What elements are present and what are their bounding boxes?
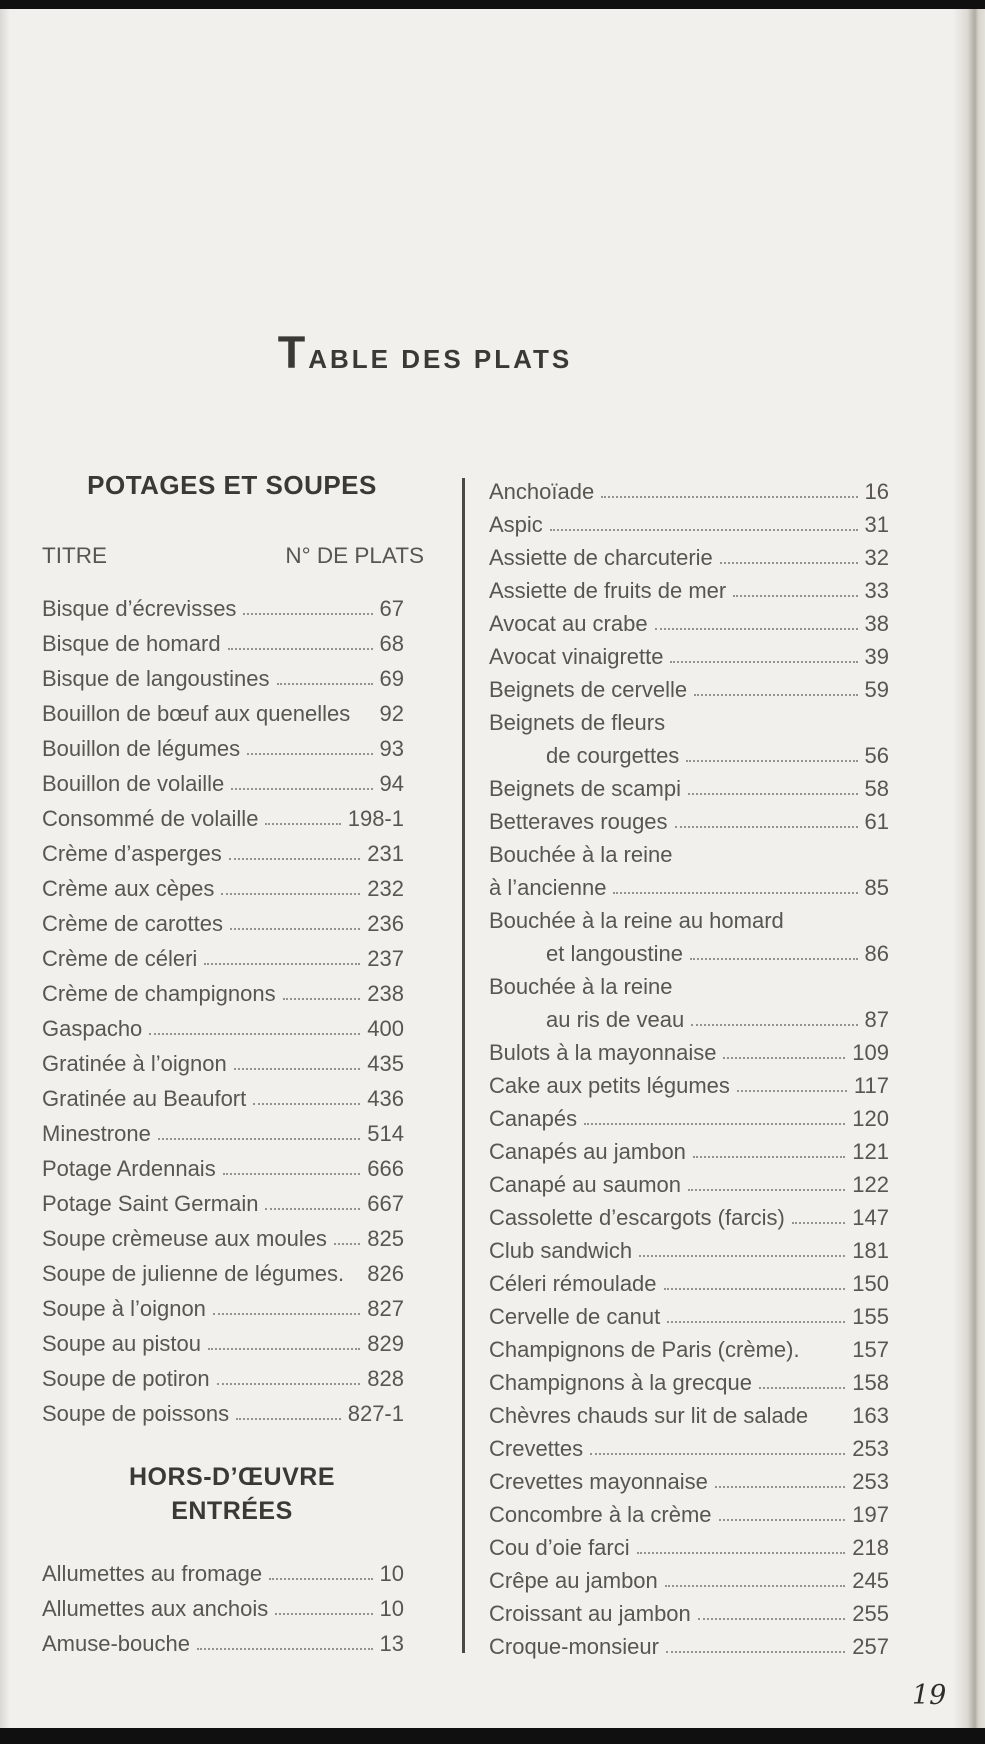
- toc-entry-label: Cassolette d’escargots (farcis): [489, 1204, 785, 1230]
- toc-entry-page-number: 67: [379, 595, 404, 621]
- toc-list-right-column: [489, 470, 907, 1658]
- toc-entry-label: Cervelle de canut: [489, 1303, 661, 1329]
- dot-leader: [655, 628, 858, 630]
- dot-leader: [228, 648, 373, 650]
- dot-leader: [277, 683, 373, 685]
- toc-entry-page-number: 109: [852, 1039, 889, 1065]
- dot-leader: [221, 893, 360, 895]
- toc-entry: [489, 1526, 907, 1559]
- toc-entry: [489, 1295, 907, 1328]
- toc-entry: [42, 1180, 422, 1215]
- toc-entry-page-number: 198-1: [347, 805, 404, 831]
- toc-entry-label: et langoustine: [546, 940, 683, 966]
- toc-entry: [489, 1427, 907, 1460]
- toc-entry-page-number: 56: [864, 742, 889, 768]
- toc-entry-label: Soupe au pistou: [42, 1330, 202, 1356]
- toc-entry: [489, 866, 907, 899]
- toc-entry-page-number: 253: [852, 1435, 889, 1461]
- column-divider: [462, 478, 465, 1653]
- toc-entry-page-number: 16: [864, 478, 889, 504]
- toc-entry-label: Allumettes aux anchois: [42, 1595, 269, 1621]
- toc-entry-page-number: 825: [367, 1225, 404, 1251]
- toc-entry-page-number: 68: [379, 630, 404, 656]
- toc-entry-label: Consommé de volaille: [42, 805, 259, 831]
- toc-entry-label: Concombre à la crème: [489, 1501, 712, 1527]
- dot-leader: [236, 1418, 341, 1420]
- dot-leader: [733, 595, 857, 597]
- dot-leader: [693, 1156, 845, 1158]
- dot-leader: [149, 1033, 360, 1035]
- toc-entry: [42, 690, 422, 725]
- dot-leader: [691, 1024, 857, 1026]
- toc-entry-page-number: 94: [379, 770, 404, 796]
- toc-entry-page-number: 58: [864, 775, 889, 801]
- toc-entry-page-number: 31: [864, 511, 889, 537]
- toc-entry-label: Crème aux cèpes: [42, 875, 215, 901]
- column-headers: [42, 543, 424, 569]
- dot-leader: [666, 1651, 845, 1653]
- toc-entry-page-number: 666: [367, 1155, 404, 1181]
- dot-leader: [690, 958, 858, 960]
- toc-entry-page-number: 158: [852, 1369, 889, 1395]
- toc-entry-page-number: 253: [852, 1468, 889, 1494]
- toc-entry-label: Gaspacho: [42, 1015, 143, 1041]
- toc-entry: [489, 1394, 907, 1427]
- page-title: [0, 327, 850, 378]
- dot-leader: [265, 1208, 360, 1210]
- toc-entry-label: Canapé au saumon: [489, 1171, 682, 1197]
- section-title-line1: HORS-D’ŒUVRE: [128, 1463, 335, 1491]
- toc-entry-label: Club sandwich: [489, 1237, 633, 1263]
- dot-leader: [698, 1618, 846, 1620]
- dot-leader: [667, 1321, 845, 1323]
- toc-entry-label: Canapés au jambon: [489, 1138, 686, 1164]
- toc-entry: [489, 932, 907, 965]
- toc-entry-label: Avocat vinaigrette: [489, 643, 664, 669]
- toc-entry: [42, 1005, 422, 1040]
- dot-leader: [719, 1519, 846, 1521]
- toc-entry-page-number: 117: [853, 1072, 889, 1098]
- toc-entry-label: de courgettes: [546, 742, 680, 768]
- toc-entry-page-number: 39: [864, 643, 889, 669]
- toc-entry: [489, 602, 907, 635]
- section-title-potages: POTAGES ET SOUPES: [87, 470, 377, 500]
- toc-entry: [42, 1215, 422, 1250]
- toc-entry: [42, 1285, 422, 1320]
- dot-leader: [613, 892, 857, 894]
- dot-leader: [265, 823, 340, 825]
- toc-entry-page-number: 231: [367, 840, 404, 866]
- toc-entry-page-number: 85: [864, 874, 889, 900]
- toc-entry-label: à l’ancienne: [489, 874, 607, 900]
- toc-entry-page-number: 87: [864, 1006, 889, 1032]
- toc-entry-label: Soupe à l’oignon: [42, 1295, 206, 1321]
- toc-entry-page-number: 155: [852, 1303, 889, 1329]
- toc-entry: [42, 935, 422, 970]
- toc-entry-page-number: 828: [367, 1365, 404, 1391]
- toc-entry-label: Crêpe au jambon: [489, 1567, 658, 1593]
- toc-entry-page-number: 197: [852, 1501, 889, 1527]
- toc-entry-page-number: 257: [852, 1633, 889, 1659]
- section-title-line2: ENTRÉES: [171, 1497, 293, 1525]
- toc-entry-label: Champignons de Paris (crème).: [489, 1336, 800, 1362]
- toc-entry-label: Potage Ardennais: [42, 1155, 216, 1181]
- page-left-edge-shadow: [0, 0, 10, 1744]
- toc-entry-page-number: 400: [367, 1015, 404, 1041]
- toc-entry: [42, 1040, 422, 1075]
- dot-leader: [269, 1578, 372, 1580]
- toc-entry: [489, 1559, 907, 1592]
- dot-leader: [720, 562, 858, 564]
- page-title-rest: ABLE DES PLATS: [308, 344, 573, 374]
- dot-leader: [217, 1383, 361, 1385]
- dot-leader: [686, 760, 857, 762]
- toc-entry: [489, 1328, 907, 1361]
- toc-entry-page-number: 667: [367, 1190, 404, 1216]
- toc-entry-label: Croque-monsieur: [489, 1633, 659, 1659]
- toc-entry-label: Crevettes: [489, 1435, 584, 1461]
- toc-entry: [489, 899, 907, 932]
- dot-leader: [675, 826, 858, 828]
- toc-entry-label: Croissant au jambon: [489, 1600, 691, 1626]
- toc-entry: [489, 1064, 907, 1097]
- toc-entry-page-number: 829: [367, 1330, 404, 1356]
- toc-entry: [489, 1625, 907, 1658]
- toc-entry-label: Bulots à la mayonnaise: [489, 1039, 717, 1065]
- page-right-edge-shadow: [953, 0, 985, 1744]
- toc-entry: [489, 734, 907, 767]
- toc-entry: [489, 1493, 907, 1526]
- toc-entry-page-number: 121: [852, 1138, 889, 1164]
- toc-entry-label: Beignets de fleurs: [489, 709, 666, 735]
- toc-entry: [489, 1361, 907, 1394]
- toc-entry-label: Céleri rémoulade: [489, 1270, 657, 1296]
- toc-entry: [42, 900, 422, 935]
- toc-entry-label: Crevettes mayonnaise: [489, 1468, 708, 1494]
- toc-entry-label: Allumettes au fromage: [42, 1560, 263, 1586]
- toc-entry-label: Soupe de potiron: [42, 1365, 210, 1391]
- toc-entry-label: Assiette de charcuterie: [489, 544, 713, 570]
- toc-entry-page-number: 32: [864, 544, 889, 570]
- toc-entry-page-number: 827-1: [347, 1400, 404, 1426]
- toc-entry-label: Crème d’asperges: [42, 840, 222, 866]
- toc-entry-label: Assiette de fruits de mer: [489, 577, 727, 603]
- toc-entry: [489, 635, 907, 668]
- toc-entry: [489, 1031, 907, 1064]
- toc-entry-page-number: 13: [379, 1630, 404, 1656]
- dot-leader: [231, 788, 372, 790]
- toc-entry-page-number: 232: [367, 875, 404, 901]
- header-numero-de-plats: N° DE PLATS: [285, 543, 424, 568]
- toc-entry-label: Soupe de julienne de légumes.: [42, 1260, 345, 1286]
- dot-leader: [601, 496, 857, 498]
- dot-leader: [688, 1189, 845, 1191]
- dot-leader: [737, 1090, 847, 1092]
- toc-entry-page-number: 61: [864, 808, 889, 834]
- toc-entry: [489, 1130, 907, 1163]
- toc-entry: [489, 1229, 907, 1262]
- page-title-initial: T: [277, 327, 309, 378]
- dot-leader: [715, 1486, 845, 1488]
- toc-entry-label: Soupe de poissons: [42, 1400, 230, 1426]
- dot-leader: [243, 613, 372, 615]
- toc-entry-page-number: 59: [864, 676, 889, 702]
- toc-entry-page-number: 181: [852, 1237, 889, 1263]
- dot-leader: [208, 1348, 360, 1350]
- toc-entry-page-number: 120: [852, 1105, 889, 1131]
- toc-entry: [42, 830, 422, 865]
- toc-entry-label: Bouchée à la reine au homard: [489, 907, 784, 933]
- toc-entry-label: Bisque d’écrevisses: [42, 595, 237, 621]
- toc-entry-label: Bouillon de volaille: [42, 770, 225, 796]
- toc-entry: [42, 1620, 422, 1655]
- toc-entry-label: Betteraves rouges: [489, 808, 668, 834]
- toc-entry: [489, 1262, 907, 1295]
- toc-entry: [42, 795, 422, 830]
- toc-entry: [489, 767, 907, 800]
- toc-entry: [42, 865, 422, 900]
- toc-entry: [42, 1355, 422, 1390]
- toc-list-hors-doeuvre: [42, 1550, 422, 1655]
- toc-entry-label: Beignets de cervelle: [489, 676, 688, 702]
- toc-entry-page-number: 69: [379, 665, 404, 691]
- toc-entry: [489, 800, 907, 833]
- toc-entry: [489, 569, 907, 602]
- toc-entry-label: Crème de carottes: [42, 910, 223, 936]
- toc-entry: [489, 503, 907, 536]
- toc-entry-page-number: 514: [367, 1120, 404, 1146]
- dot-leader: [688, 793, 858, 795]
- toc-entry-label: Bouillon de légumes: [42, 735, 241, 761]
- toc-entry: [42, 970, 422, 1005]
- toc-entry-page-number: 92: [379, 700, 404, 726]
- toc-entry: [489, 668, 907, 701]
- toc-entry: [489, 1196, 907, 1229]
- toc-entry-page-number: 33: [864, 577, 889, 603]
- toc-entry-page-number: 10: [379, 1595, 404, 1621]
- toc-entry-label: Aspic: [489, 511, 543, 537]
- toc-entry-label: Bisque de langoustines: [42, 665, 270, 691]
- dot-leader: [664, 1288, 846, 1290]
- toc-entry-label: Bouillon de bœuf aux quenelles: [42, 700, 351, 726]
- toc-entry-page-number: 236: [367, 910, 404, 936]
- toc-entry-label: Bisque de homard: [42, 630, 221, 656]
- toc-entry-label: Bouchée à la reine: [489, 841, 673, 867]
- toc-list-potages: [42, 585, 422, 1425]
- dot-leader: [723, 1057, 845, 1059]
- toc-entry: [489, 1097, 907, 1130]
- dot-leader: [694, 694, 857, 696]
- dot-leader: [759, 1387, 845, 1389]
- toc-entry-label: Avocat au crabe: [489, 610, 648, 636]
- toc-entry-label: Gratinée au Beaufort: [42, 1085, 247, 1111]
- toc-entry: [42, 1075, 422, 1110]
- toc-entry-page-number: 238: [367, 980, 404, 1006]
- dot-leader: [275, 1613, 372, 1615]
- toc-entry: [42, 1585, 422, 1620]
- toc-entry: [489, 536, 907, 569]
- page-number: 19: [912, 1680, 947, 1711]
- dot-leader: [253, 1103, 360, 1105]
- toc-entry-label: Soupe crèmeuse aux moules: [42, 1225, 327, 1251]
- toc-entry-page-number: 157: [852, 1336, 889, 1362]
- toc-entry: [42, 1550, 422, 1585]
- toc-entry: [42, 585, 422, 620]
- toc-entry-label: Bouchée à la reine: [489, 973, 673, 999]
- toc-entry: [489, 1163, 907, 1196]
- dot-leader: [247, 753, 372, 755]
- toc-entry: [42, 760, 422, 795]
- scan-top-bar: [0, 0, 985, 9]
- toc-entry: [489, 965, 907, 998]
- toc-entry-label: Minestrone: [42, 1120, 151, 1146]
- toc-entry-page-number: 218: [852, 1534, 889, 1560]
- toc-entry-page-number: 163: [852, 1402, 889, 1428]
- dot-leader: [197, 1648, 373, 1650]
- dot-leader: [637, 1552, 846, 1554]
- toc-entry: [489, 701, 907, 734]
- toc-entry-page-number: 10: [379, 1560, 404, 1586]
- toc-entry-page-number: 237: [367, 945, 404, 971]
- toc-entry: [42, 725, 422, 760]
- toc-entry: [42, 1110, 422, 1145]
- scan-bottom-bar: [0, 1728, 985, 1744]
- dot-leader: [158, 1138, 360, 1140]
- toc-entry: [489, 833, 907, 866]
- dot-leader: [283, 998, 361, 1000]
- dot-leader: [639, 1255, 845, 1257]
- header-titre: TITRE: [42, 543, 107, 568]
- toc-entry-page-number: 255: [852, 1600, 889, 1626]
- toc-entry-label: Amuse-bouche: [42, 1630, 190, 1656]
- toc-entry: [42, 1390, 422, 1425]
- dot-leader: [590, 1453, 845, 1455]
- toc-entry-label: au ris de veau: [546, 1006, 685, 1032]
- toc-entry-label: Gratinée à l’oignon: [42, 1050, 227, 1076]
- toc-entry: [42, 620, 422, 655]
- toc-entry-label: Beignets de scampi: [489, 775, 681, 801]
- toc-entry: [489, 1592, 907, 1625]
- toc-entry-label: Crème de champignons: [42, 980, 276, 1006]
- dot-leader: [792, 1222, 845, 1224]
- toc-entry-page-number: 435: [367, 1050, 404, 1076]
- toc-entry: [42, 1250, 422, 1285]
- toc-entry-label: Anchoïade: [489, 478, 595, 504]
- toc-entry-label: Crème de céleri: [42, 945, 198, 971]
- dot-leader: [213, 1313, 360, 1315]
- toc-entry-page-number: 827: [367, 1295, 404, 1321]
- toc-entry-page-number: 38: [864, 610, 889, 636]
- toc-entry-label: Chèvres chauds sur lit de salade: [489, 1402, 809, 1428]
- toc-entry-page-number: 86: [864, 940, 889, 966]
- toc-entry-page-number: 826: [367, 1260, 404, 1286]
- toc-entry-page-number: 93: [379, 735, 404, 761]
- toc-entry: [489, 470, 907, 503]
- section-title-hors-doeuvre: [42, 1460, 422, 1528]
- dot-leader: [204, 963, 360, 965]
- toc-entry: [42, 1145, 422, 1180]
- toc-entry-label: Champignons à la grecque: [489, 1369, 752, 1395]
- dot-leader: [223, 1173, 361, 1175]
- toc-entry: [489, 998, 907, 1031]
- dot-leader: [334, 1243, 360, 1245]
- toc-entry: [42, 655, 422, 690]
- toc-entry-label: Potage Saint Germain: [42, 1190, 259, 1216]
- dot-leader: [550, 529, 858, 531]
- toc-entry-page-number: 122: [852, 1171, 889, 1197]
- dot-leader: [670, 661, 857, 663]
- toc-entry-label: Cou d’oie farci: [489, 1534, 630, 1560]
- dot-leader: [665, 1585, 846, 1587]
- dot-leader: [230, 928, 360, 930]
- dot-leader: [584, 1123, 845, 1125]
- dot-leader: [229, 858, 361, 860]
- toc-entry-label: Cake aux petits légumes: [489, 1072, 730, 1098]
- toc-entry-page-number: 436: [367, 1085, 404, 1111]
- dot-leader: [234, 1068, 361, 1070]
- toc-entry-page-number: 150: [852, 1270, 889, 1296]
- toc-entry: [42, 1320, 422, 1355]
- toc-entry-label: Canapés: [489, 1105, 578, 1131]
- toc-entry-page-number: 147: [852, 1204, 889, 1230]
- toc-entry: [489, 1460, 907, 1493]
- toc-entry-page-number: 245: [852, 1567, 889, 1593]
